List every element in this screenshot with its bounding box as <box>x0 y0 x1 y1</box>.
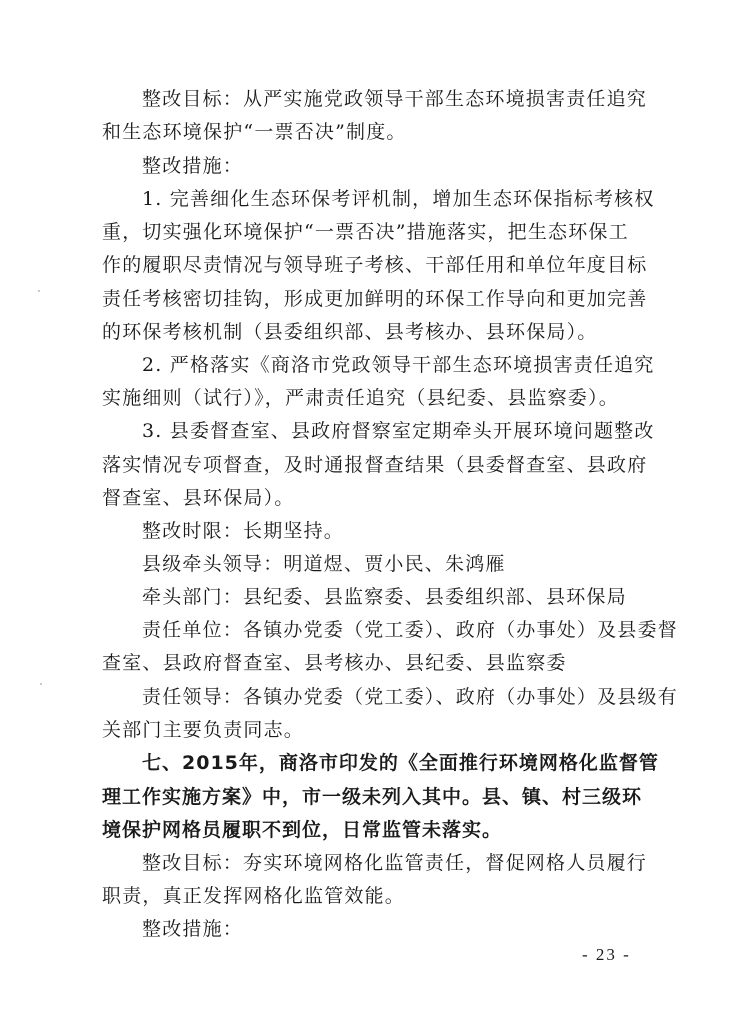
section-7-line-2: 理工作实施方案》中，市一级未列入其中。县、镇、村三级环 <box>102 786 643 808</box>
responsible-leader-line-2: 关部门主要负责同志。 <box>102 719 305 741</box>
goal-2-line-2: 职责，真正发挥网格化监管效能。 <box>102 885 406 907</box>
page-number: - 23 - <box>582 945 631 964</box>
goal-line-1: 整改目标：从严实施党政领导干部生态环境损害责任追究 <box>142 88 648 110</box>
section-7-line-1: 七、2015年，商洛市印发的《全面推行环境网格化监督管 <box>142 752 659 774</box>
measure-3-line-1: 3. 县委督查室、县政府督察室定期牵头开展环境问题整改 <box>142 420 655 442</box>
responsible-unit-line-2: 查室、县政府督查室、县考核办、县纪委、县监察委 <box>102 652 567 674</box>
measures-heading-2: 整改措施： <box>142 918 244 940</box>
measure-1-line-5: 的环保考核机制（县委组织部、县考核办、县环保局）。 <box>102 321 598 343</box>
measure-3-line-2: 落实情况专项督查，及时通报督查结果（县委督查室、县政府 <box>102 454 648 476</box>
section-7-line-3: 境保护网格员履职不到位，日常监管未落实。 <box>102 819 503 841</box>
measure-1-line-1: 1. 完善细化生态环保考评机制，增加生态环保指标考核权 <box>142 188 655 210</box>
responsible-unit-line-1: 责任单位：各镇办党委（党工委）、政府（办事处）及县委督 <box>142 619 678 641</box>
measure-1-line-3: 作的履职尽责情况与领导班子考核、干部任用和单位年度目标 <box>102 254 648 276</box>
measure-1-line-4: 责任考核密切挂钩，形成更加鲜明的环保工作导向和更加完善 <box>102 288 648 310</box>
measure-2-line-1: 2. 严格落实《商洛市党政领导干部生态环境损害责任追究 <box>142 354 655 376</box>
measure-2-line-2: 实施细则（试行）》，严肃责任追究（县纪委、县监察委）。 <box>102 387 619 409</box>
measure-1-line-2: 重，切实强化环境保护“一票否决”措施落实，把生态环保工 <box>102 221 629 243</box>
goal-line-2: 和生态环境保护“一票否决”制度。 <box>102 121 407 143</box>
responsible-leader-line-1: 责任领导：各镇办党委（党工委）、政府（办事处）及县级有 <box>142 686 678 708</box>
scan-speck <box>40 683 42 685</box>
goal-2-line-1: 整改目标：夯实环境网格化监管责任，督促网格人员履行 <box>142 852 648 874</box>
scan-speck <box>38 290 40 292</box>
lead-official-line: 县级牵头领导：明道煜、贾小民、朱鸿雁 <box>142 553 506 575</box>
deadline-line-1: 整改时限：长期坚持。 <box>142 520 345 542</box>
measures-heading-1: 整改措施： <box>142 155 244 177</box>
measure-3-line-3: 督查室、县环保局）。 <box>102 487 295 509</box>
lead-department-line: 牵头部门：县纪委、县监察委、县委组织部、县环保局 <box>142 586 627 608</box>
